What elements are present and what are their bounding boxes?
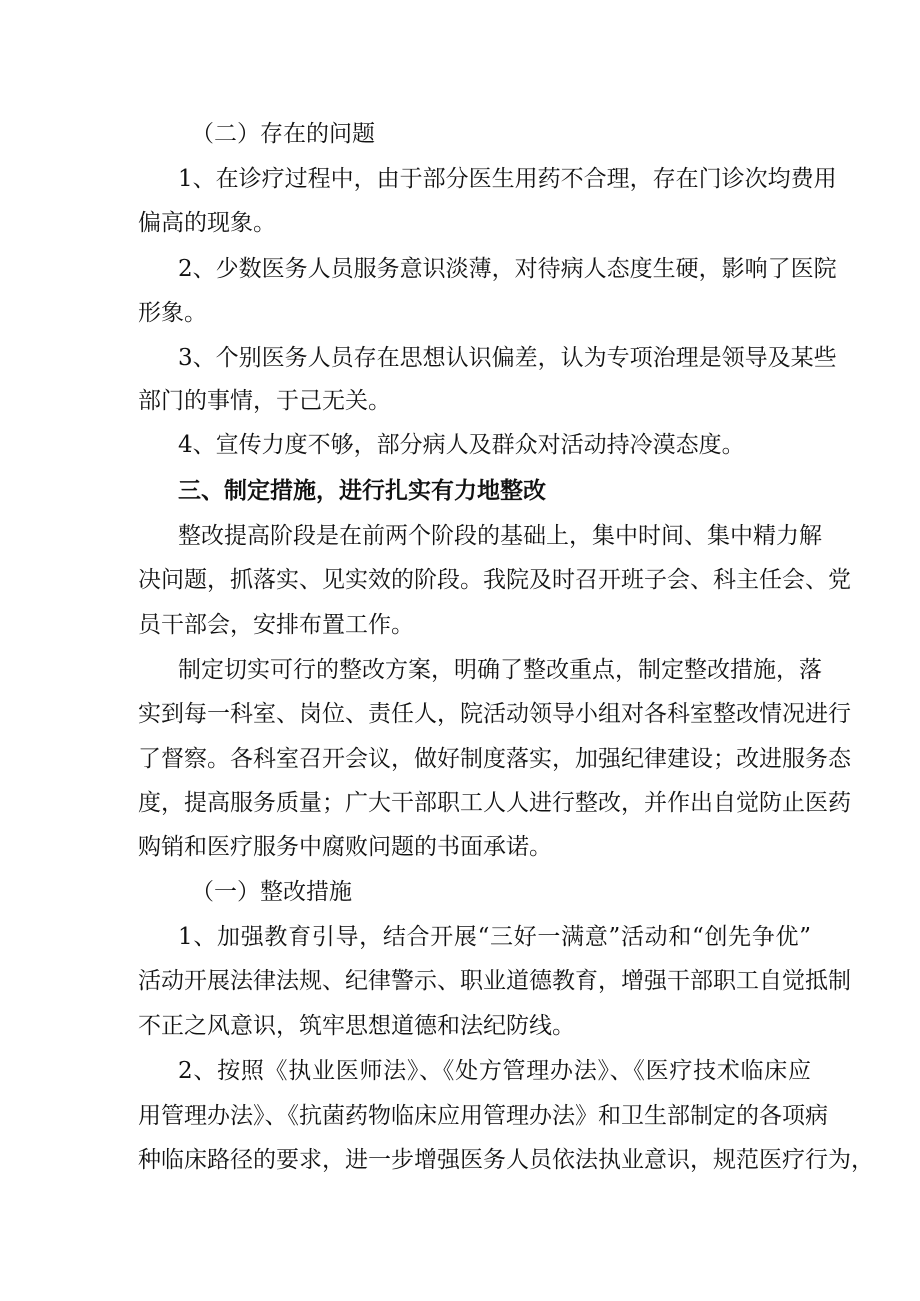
measure-2-line-2: 用管理办法》、《抗菌药物临床应用管理办法》和卫生部制定的各项病 (138, 1103, 828, 1129)
paragraph-2-line-3: 了督察。各科室召开会议，做好制度落实，加强纪律建设；改进服务态 (138, 746, 851, 772)
problem-2-line-2: 形象。 (138, 300, 207, 326)
paragraph-2-line-1: 制定切实可行的整改方案，明确了整改重点，制定整改措施，落 (178, 657, 822, 683)
problem-3-line-2: 部门的事情，于己无关。 (138, 388, 391, 414)
problem-4-line-1: 4、宣传力度不够，部分病人及群众对活动持冷漠态度。 (178, 432, 745, 458)
paragraph-2-line-4: 度，提高服务质量；广大干部职工人人进行整改，并作出自觉防止医药 (138, 790, 851, 816)
measure-2-line-3: 种临床路径的要求，进一步增强医务人员依法执业意识，规范医疗行为， (138, 1147, 874, 1173)
subsection-one-heading: （一）整改措施 (191, 879, 352, 905)
paragraph-1-line-3: 员干部会，安排布置工作。 (138, 612, 414, 638)
paragraph-1-line-1: 整改提高阶段是在前两个阶段的基础上，集中时间、集中精力解 (178, 523, 822, 549)
problem-3-line-1: 3、个别医务人员存在思想认识偏差，认为专项治理是领导及某些 (178, 345, 837, 371)
section-three-heading: 三、制定措施，进行扎实有力地整改 (178, 477, 546, 504)
section-two-heading: （二）存在的问题 (191, 121, 375, 147)
problem-1-line-2: 偏高的现象。 (138, 210, 276, 236)
paragraph-2-line-5: 购销和医疗服务中腐败问题的书面承诺。 (138, 834, 552, 860)
paragraph-1-line-2: 决问题，抓落实、见实效的阶段。我院及时召开班子会、科主任会、党 (138, 567, 851, 593)
problem-2-line-1: 2、少数医务人员服务意识淡薄，对待病人态度生硬，影响了医院 (178, 256, 837, 282)
measure-1-line-3: 不正之风意识，筑牢思想道德和法纪防线。 (138, 1013, 575, 1039)
problem-1-line-1: 1、在诊疗过程中，由于部分医生用药不合理，存在门诊次均费用 (178, 166, 837, 192)
measure-2-line-1: 2、按照《执业医师法》、《处方管理办法》、《医疗技术临床应 (178, 1058, 811, 1084)
paragraph-2-line-2: 实到每一科室、岗位、责任人，院活动领导小组对各科室整改情况进行 (138, 701, 851, 727)
measure-1-line-2: 活动开展法律法规、纪律警示、职业道德教育，增强干部职工自觉抵制 (138, 968, 851, 994)
measure-1-line-1: 1、加强教育引导，结合开展“三好一满意”活动和“创先争优” (178, 924, 811, 950)
